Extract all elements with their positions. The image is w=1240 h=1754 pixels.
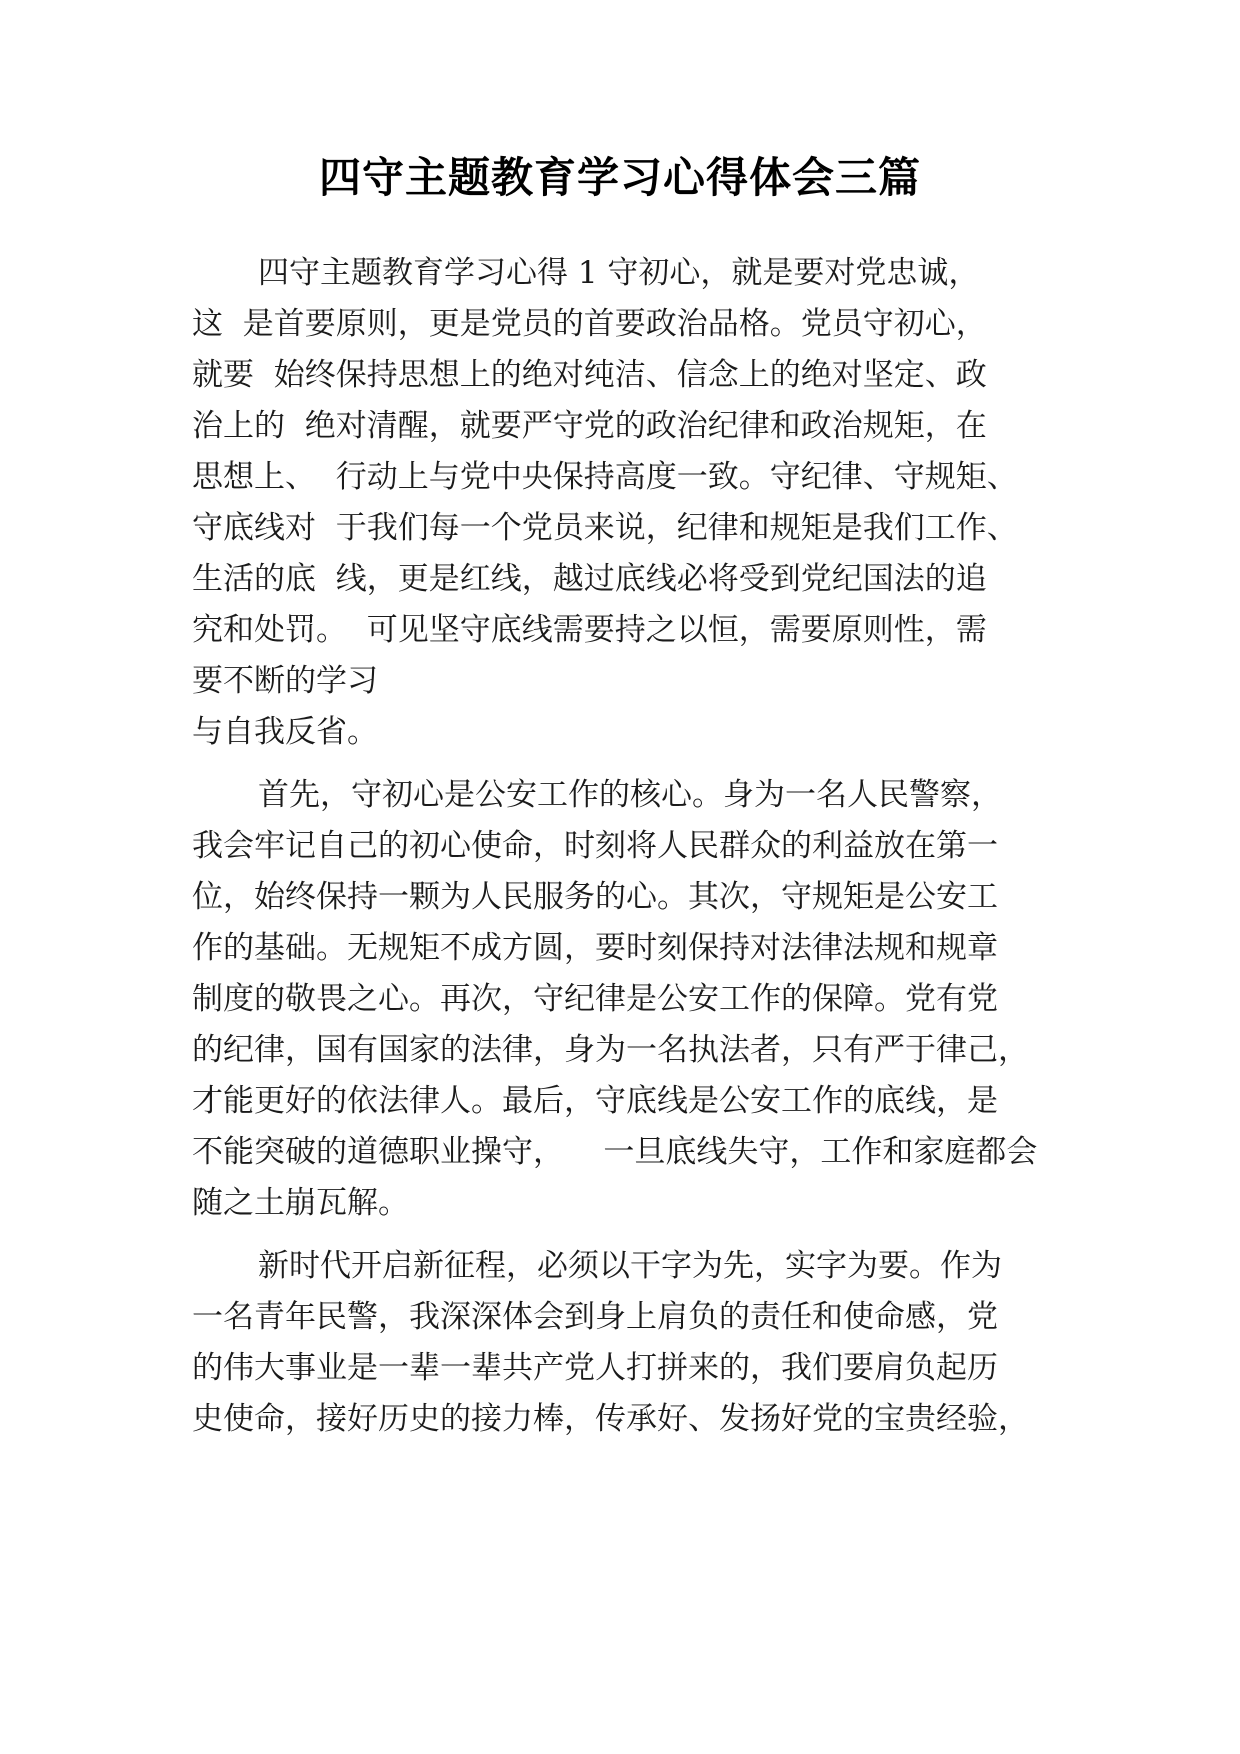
paragraph-line: 四守主题教育学习心得 1 守初心，就是要对党忠诚， — [258, 255, 980, 291]
paragraph-line: 新时代开启新征程，必须以干字为先，实字为要。作为 — [258, 1248, 1002, 1284]
paragraph-line: 首先，守初心是公安工作的核心。身为一名人民警察， — [258, 777, 1002, 813]
paragraph-1 — [192, 248, 1052, 758]
paragraph-line: 究和处罚。 可见坚守底线需要持之以恒，需要原则性，需 — [192, 612, 987, 648]
paragraph-line: 就要 始终保持思想上的绝对纯洁、信念上的绝对坚定、政 — [192, 357, 987, 393]
paragraph-line: 这 是首要原则，更是党员的首要政治品格。党员守初心， — [192, 306, 987, 342]
paragraph-line: 我会牢记自己的初心使命，时刻将人民群众的利益放在第一 — [192, 828, 998, 864]
paragraph-3 — [192, 1241, 1052, 1445]
paragraph-line: 才能更好的依法律人。最后，守底线是公安工作的底线，是 — [192, 1083, 998, 1119]
paragraph-line: 思想上、 行动上与党中央保持高度一致。守纪律、守规矩、 — [192, 459, 1018, 495]
document-body — [192, 248, 1052, 1457]
paragraph-line: 守底线对 于我们每一个党员来说，纪律和规矩是我们工作、 — [192, 510, 1018, 546]
paragraph-line: 生活的底 线，更是红线，越过底线必将受到党纪国法的追 — [192, 561, 987, 597]
paragraph-2 — [192, 770, 1052, 1229]
paragraph-line: 作的基础。无规矩不成方圆，要时刻保持对法律法规和规章 — [192, 930, 998, 966]
paragraph-line: 位，始终保持一颗为人民服务的心。其次，守规矩是公安工 — [192, 879, 998, 915]
paragraph-line: 制度的敬畏之心。再次，守纪律是公安工作的保障。党有党 — [192, 981, 998, 1017]
paragraph-line: 的伟大事业是一辈一辈共产党人打拼来的，我们要肩负起历 — [192, 1350, 998, 1386]
paragraph-line: 要不断的学习 — [192, 663, 378, 699]
paragraph-line: 不能突破的道德职业操守， 一旦底线失守，工作和家庭都会 — [192, 1134, 1038, 1170]
paragraph-line: 的纪律，国有国家的法律，身为一名执法者，只有严于律己， — [192, 1032, 1029, 1068]
paragraph-line: 与自我反省。 — [192, 714, 378, 750]
paragraph-line: 史使命，接好历史的接力棒，传承好、发扬好党的宝贵经验， — [192, 1401, 1029, 1437]
paragraph-line: 随之土崩瓦解。 — [192, 1185, 409, 1221]
paragraph-line: 一名青年民警，我深深体会到身上肩负的责任和使命感，党 — [192, 1299, 998, 1335]
paragraph-line: 治上的 绝对清醒，就要严守党的政治纪律和政治规矩，在 — [192, 408, 987, 444]
document-title: 四守主题教育学习心得体会三篇 — [318, 153, 921, 202]
